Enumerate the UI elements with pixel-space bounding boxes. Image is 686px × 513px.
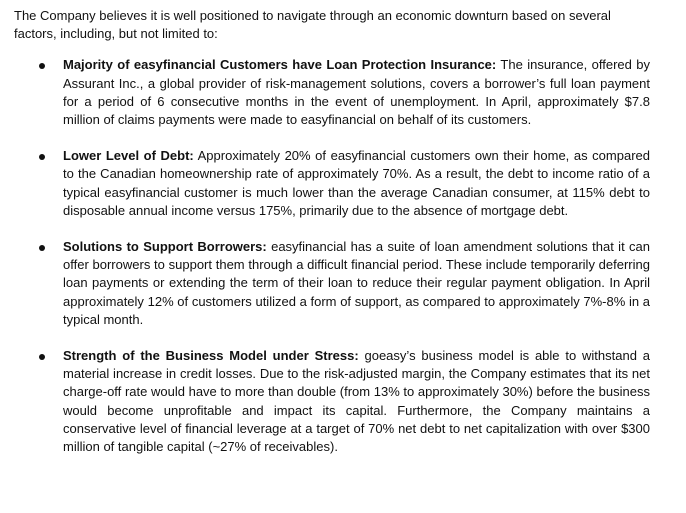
bullet-icon [39, 63, 45, 69]
bullet-icon [39, 354, 45, 360]
factor-body: Approximately 20% of easyfinancial customers own their home, as compared to the Canadian homeownership rate of approximately 70%. As a result, the debt to income ratio of a typical easyfinancial customer is much lower than the average Canadian consumer, at 115% debt to disposable annual income versus 175%, primarily due to the absence of mortgage debt. [63, 148, 650, 218]
factor-body: goeasy’s business model is able to withstand a material increase in credit losses. Due to the risk-adjusted margin, the Company estimates that its net charge-off rate would have to more than double (from 13% to approximately 30%) before the business would become unprofitable and impact its capital. Furthermore, the Company maintains a conservative level of financial leverage at a target of 70% net debt to net capitalization with over $300 million of tangible capital (~27% of receivables). [63, 348, 650, 455]
factor-item-support-solutions [14, 238, 650, 329]
bullet-icon [39, 154, 45, 160]
factors-list [14, 56, 650, 456]
bullet-icon [39, 245, 45, 251]
intro-paragraph: The Company believes it is well positioned to navigate through an economic downturn based on several factors, including, but not limited to: [14, 8, 611, 42]
factor-heading: Solutions to Support Borrowers: [63, 239, 267, 255]
factor-body: easyfinancial has a suite of loan amendment solutions that it can offer borrowers to support them through a difficult financial period. These include temporarily deferring loan payments or extending the term of their loan to reduce their regular payment obligation. In April approximately 12% of customers utilized a form of support, as compared to approximately 7%-8% in a typical month. [63, 239, 650, 327]
factor-item-loan-protection [14, 56, 650, 129]
factor-body: The insurance, offered by Assurant Inc., a global provider of risk-management solutions, covers a borrower’s full loan payment for a period of 6 consecutive months in the event of unemployment. In April, approximately $7.8 million of claims payments were made to easyfinancial on behalf of its customers. [63, 57, 650, 128]
factor-item-business-model [14, 347, 650, 456]
factor-heading: Majority of easyfinancial Customers have Loan Protection Insurance: [63, 57, 497, 73]
factor-heading: Strength of the Business Model under Stress: [63, 348, 359, 364]
factor-item-lower-debt [14, 147, 650, 220]
factor-heading: Lower Level of Debt: [63, 148, 194, 164]
